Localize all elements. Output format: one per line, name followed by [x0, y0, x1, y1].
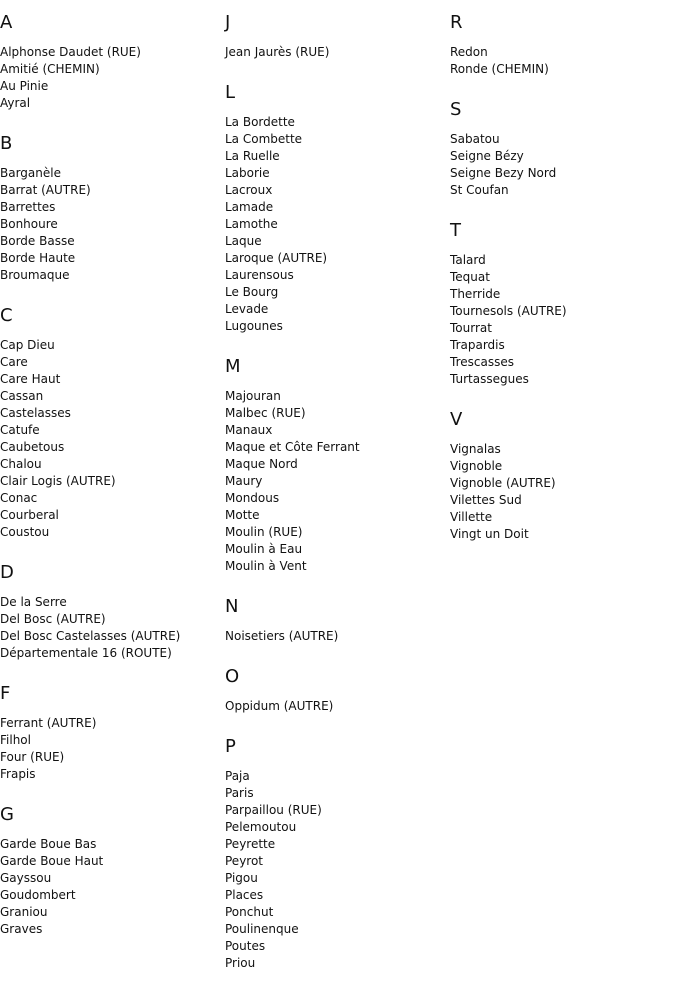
street-link[interactable]: St Coufan [450, 183, 509, 197]
street-link[interactable]: Laque [225, 234, 262, 248]
index-column [450, 0, 665, 543]
section-letter-heading: P [225, 736, 236, 757]
street-link[interactable]: Moulin à Vent [225, 559, 307, 573]
street-link[interactable]: Peyrette [225, 837, 276, 851]
street-link[interactable]: Frapis [0, 767, 36, 781]
street-link[interactable]: Lamothe [225, 217, 278, 231]
street-link[interactable]: Bonhoure [0, 217, 58, 231]
street-list [450, 131, 665, 199]
street-list [225, 768, 440, 972]
street-list [0, 44, 215, 112]
street-link[interactable]: La Ruelle [225, 149, 280, 163]
street-link[interactable]: Vilettes Sud [450, 493, 522, 507]
street-link[interactable]: Motte [225, 508, 260, 522]
street-link[interactable]: Four (RUE) [0, 750, 65, 764]
street-link[interactable]: Caubetous [0, 440, 65, 454]
street-link[interactable]: Tournesols (AUTRE) [450, 304, 567, 318]
section-letter-heading: M [225, 356, 241, 377]
street-link[interactable]: Villette [450, 510, 493, 524]
letter-section [225, 575, 440, 645]
street-link[interactable]: Paja [225, 769, 250, 783]
street-link[interactable]: Turtassegues [450, 372, 529, 386]
street-link[interactable]: Laurensous [225, 268, 294, 282]
street-link[interactable]: Garde Boue Bas [0, 837, 97, 851]
street-link[interactable]: Cap Dieu [0, 338, 55, 352]
letter-section [225, 645, 440, 715]
street-link[interactable]: Chalou [0, 457, 42, 471]
street-list [225, 114, 440, 335]
letter-section [0, 112, 215, 284]
street-list [0, 165, 215, 284]
street-link[interactable]: Care Haut [0, 372, 61, 386]
street-link[interactable]: Ayral [0, 96, 31, 110]
section-letter-heading: F [0, 683, 11, 704]
street-list [0, 715, 215, 783]
street-link[interactable]: Coustou [0, 525, 50, 539]
street-link[interactable]: Maque Nord [225, 457, 298, 471]
street-link[interactable]: Graniou [0, 905, 48, 919]
letter-section [450, 388, 665, 543]
street-link[interactable]: Le Bourg [225, 285, 279, 299]
street-link[interactable]: Sabatou [450, 132, 500, 146]
street-link[interactable]: Poutes [225, 939, 266, 953]
street-link[interactable]: Castelasses [0, 406, 71, 420]
section-letter-heading: L [225, 82, 236, 103]
letter-section [225, 61, 440, 335]
letter-section [450, 78, 665, 199]
section-letter-heading: G [0, 804, 14, 825]
street-link[interactable]: La Combette [225, 132, 303, 146]
street-list [0, 337, 215, 541]
street-link[interactable]: Borde Haute [0, 251, 76, 265]
street-link[interactable]: Jean Jaurès (RUE) [225, 45, 330, 59]
street-link[interactable]: Oppidum (AUTRE) [225, 699, 334, 713]
street-link[interactable]: Peyrot [225, 854, 264, 868]
street-link[interactable]: Barganèle [0, 166, 61, 180]
section-letter-heading: R [450, 12, 463, 33]
street-list [450, 441, 665, 543]
street-link[interactable]: Vignoble (AUTRE) [450, 476, 556, 490]
letter-section [225, 715, 440, 972]
index-column [225, 0, 440, 972]
street-link[interactable]: Ronde (CHEMIN) [450, 62, 549, 76]
street-link[interactable]: Laborie [225, 166, 270, 180]
section-letter-heading: S [450, 99, 462, 120]
street-link[interactable]: Moulin à Eau [225, 542, 303, 556]
street-list [225, 628, 440, 645]
street-link[interactable]: Maury [225, 474, 263, 488]
street-link[interactable]: Del Bosc Castelasses (AUTRE) [0, 629, 181, 643]
street-link[interactable]: Courberal [0, 508, 59, 522]
street-link[interactable]: Places [225, 888, 264, 902]
street-link[interactable]: Seigne Bézy [450, 149, 524, 163]
street-link[interactable]: Filhol [0, 733, 31, 747]
street-link[interactable]: Pigou [225, 871, 258, 885]
street-list [225, 388, 440, 575]
index-column [0, 0, 215, 938]
street-link[interactable]: Garde Boue Haut [0, 854, 104, 868]
street-link[interactable]: Maque et Côte Ferrant [225, 440, 360, 454]
letter-section [225, 335, 440, 575]
street-link[interactable]: Parpaillou (RUE) [225, 803, 322, 817]
street-link[interactable]: Paris [225, 786, 254, 800]
street-link[interactable]: Lacroux [225, 183, 273, 197]
street-link[interactable]: Laroque (AUTRE) [225, 251, 328, 265]
street-link[interactable]: Vignalas [450, 442, 501, 456]
street-link[interactable]: La Bordette [225, 115, 295, 129]
street-link[interactable]: Del Bosc (AUTRE) [0, 612, 106, 626]
street-link[interactable]: Barrat (AUTRE) [0, 183, 91, 197]
letter-section [0, 0, 215, 112]
street-link[interactable]: Ponchut [225, 905, 274, 919]
street-link[interactable]: Clair Logis (AUTRE) [0, 474, 116, 488]
street-link[interactable]: Levade [225, 302, 269, 316]
street-link[interactable]: Tequat [450, 270, 490, 284]
section-letter-heading: O [225, 666, 240, 687]
letter-section [450, 199, 665, 388]
street-link[interactable]: Poulinenque [225, 922, 299, 936]
letter-section [0, 783, 215, 938]
street-list [450, 44, 665, 78]
street-link[interactable]: Catufe [0, 423, 40, 437]
section-letter-heading: N [225, 596, 239, 617]
street-link[interactable]: Therride [450, 287, 501, 301]
section-letter-heading: B [0, 133, 13, 154]
street-link[interactable]: Ferrant (AUTRE) [0, 716, 97, 730]
street-link[interactable]: Gayssou [0, 871, 52, 885]
street-link[interactable]: Seigne Bezy Nord [450, 166, 557, 180]
street-link[interactable]: Borde Basse [0, 234, 75, 248]
street-link[interactable]: Au Pinie [0, 79, 49, 93]
section-letter-heading: D [0, 562, 14, 583]
street-link[interactable]: Pelemoutou [225, 820, 297, 834]
street-link[interactable]: Mondous [225, 491, 280, 505]
street-link[interactable]: Trapardis [450, 338, 505, 352]
street-link[interactable]: Trescasses [450, 355, 514, 369]
street-link[interactable]: Amitié (CHEMIN) [0, 62, 100, 76]
street-link[interactable]: Alphonse Daudet (RUE) [0, 45, 141, 59]
street-link[interactable]: Lamade [225, 200, 274, 214]
street-link[interactable]: Talard [450, 253, 486, 267]
street-link[interactable]: Moulin (RUE) [225, 525, 303, 539]
street-link[interactable]: Vignoble [450, 459, 503, 473]
street-link[interactable]: Majouran [225, 389, 281, 403]
street-list [225, 44, 440, 61]
letter-section [0, 541, 215, 662]
street-link[interactable]: Broumaque [0, 268, 70, 282]
street-link[interactable]: Lugounes [225, 319, 283, 333]
street-link[interactable]: Départementale 16 (ROUTE) [0, 646, 172, 660]
section-letter-heading: C [0, 305, 13, 326]
street-link[interactable]: Manaux [225, 423, 273, 437]
street-link[interactable]: Malbec (RUE) [225, 406, 306, 420]
street-link[interactable]: Vingt un Doit [450, 527, 529, 541]
street-list [450, 252, 665, 388]
section-letter-heading: A [0, 12, 13, 33]
letter-section [0, 284, 215, 541]
street-link[interactable]: Graves [0, 922, 43, 936]
letter-section [225, 0, 440, 61]
street-link[interactable]: Barrettes [0, 200, 56, 214]
street-list [0, 594, 215, 662]
letter-section [0, 662, 215, 783]
street-list [225, 698, 440, 715]
street-link[interactable]: Priou [225, 956, 256, 970]
street-link[interactable]: Conac [0, 491, 38, 505]
street-link[interactable]: Redon [450, 45, 488, 59]
street-link[interactable]: De la Serre [0, 595, 67, 609]
street-link[interactable]: Care [0, 355, 28, 369]
street-link[interactable]: Noisetiers (AUTRE) [225, 629, 339, 643]
street-link[interactable]: Goudombert [0, 888, 76, 902]
section-letter-heading: T [450, 220, 461, 241]
street-list [0, 836, 215, 938]
street-link[interactable]: Cassan [0, 389, 44, 403]
section-letter-heading: V [450, 409, 463, 430]
street-link[interactable]: Tourrat [450, 321, 492, 335]
letter-section [450, 0, 665, 78]
section-letter-heading: J [225, 12, 231, 33]
